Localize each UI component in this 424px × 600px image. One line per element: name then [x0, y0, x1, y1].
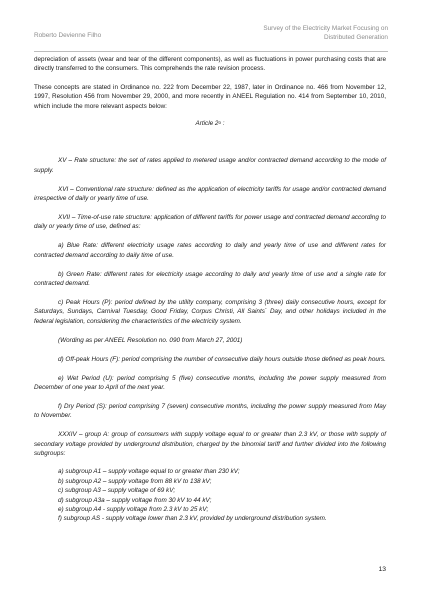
- header-title-line1: Survey of the Electricity Market Focusing on: [263, 25, 388, 32]
- paragraph-depreciation: depreciation of assets (wear and tear of the different components), as well as fluctuations in power purchasing costs that are directly transferred to the consumers. This comprehends the rate revision process.: [34, 56, 386, 73]
- paragraph-ordinances: These concepts are stated in Ordinance no. 222 from December 22, 1987, later in Ordinance no. 466 from November 12, 1997, Resolution 456 from November 29, 2000, and more recently in ANEEL Regulation no. 414 from September 10, 2010, which include the more relevant aspects below:: [34, 83, 386, 110]
- item-peak-hours: c) Peak Hours (P): period defined by the utility company, comprising 3 (three) daily consecutive hours, except for Saturdays, Sundays, Carnival Tuesday, Good Friday, Corpus Christi, All Saints` Day, and other holidays included in the federal legislation, considering the characteristics of the electricity system.: [34, 299, 386, 325]
- subgroup-item: d) subgroup A3a – supply voltage from 30 kV to 44 kV;: [58, 496, 212, 504]
- article-superscript: o: [218, 120, 221, 126]
- clause-xvii: XVII – Time-of-use rate structure: application of different tariffs for power usage and contracted demand according to daily or yearly time of use, defined as:: [34, 214, 386, 231]
- clause-xvi: XVI – Conventional rate structure: defined as the application of electricity tariffs for usage and/or contracted demand irrespective of daily or yearly time of use.: [34, 185, 386, 203]
- article-suffix: :: [220, 120, 225, 128]
- header-author: Roberto Devienne Filho: [34, 32, 102, 39]
- header-divider: [34, 51, 388, 52]
- subgroup-as: f) subgroup AS - supply voltage lower than 2.3 kV, provided by underground distribution system.: [58, 515, 327, 523]
- header-title: [263, 25, 388, 42]
- item-off-peak-hours: d) Off-peak Hours (F): period comprising the number of consecutive daily hours outside those defined as peak hours.: [58, 355, 386, 363]
- item-green-rate: b) Green Rate: different rates for electricity usage according to daily and yearly time of use and a single rate for contracted demand.: [34, 270, 386, 288]
- page-header: [34, 25, 388, 49]
- page-number: 13: [378, 566, 386, 573]
- subgroup-item: c) subgroup A3 – supply voltage of 69 kV;: [58, 487, 176, 495]
- item-blue-rate: a) Blue Rate: different electricity usage rates according to daily and yearly time of use and different rates for contracted demand according to daily time of use.: [34, 242, 386, 259]
- item-dry-period: f) Dry Period (S): period comprising 7 (seven) consecutive months, including the power supply measured from May to November.: [34, 402, 386, 420]
- article-heading: [34, 119, 386, 128]
- item-wet-period: e) Wet Period (U): period comprising 5 (five) consecutive months, including the power supply measured from December of one year to April of the next year.: [34, 374, 386, 391]
- header-title-line2: Distributed Generation: [324, 33, 388, 41]
- subgroup-item: a) subgroup A1 – supply voltage equal to or greater than 230 kV;: [58, 468, 240, 476]
- subgroup-list: [34, 467, 386, 514]
- wording-note: (Wording as per ANEEL Resolution no. 090 from March 27, 2001): [58, 336, 243, 344]
- subgroup-item: b) subgroup A2 – supply voltage from 88 kV to 138 kV;: [58, 477, 212, 485]
- page-body: [34, 55, 386, 524]
- subgroup-item: e) subgroup A4 - supply voltage from 2.3 kV to 25 kV;: [58, 506, 209, 513]
- clause-xxxiv: XXXIV – group A: group of consumers with supply voltage equal to or greater than 2.3 kV, or those with supply of secondary voltage provided by underground distribution, charged by the binomial tariff and further divided into the following subgroups:: [34, 431, 386, 457]
- article-label: Article 2: [195, 120, 219, 128]
- clause-xv: XV – Rate structure: the set of rates applied to metered usage and/or contracted demand according to the mode of supply.: [34, 157, 386, 174]
